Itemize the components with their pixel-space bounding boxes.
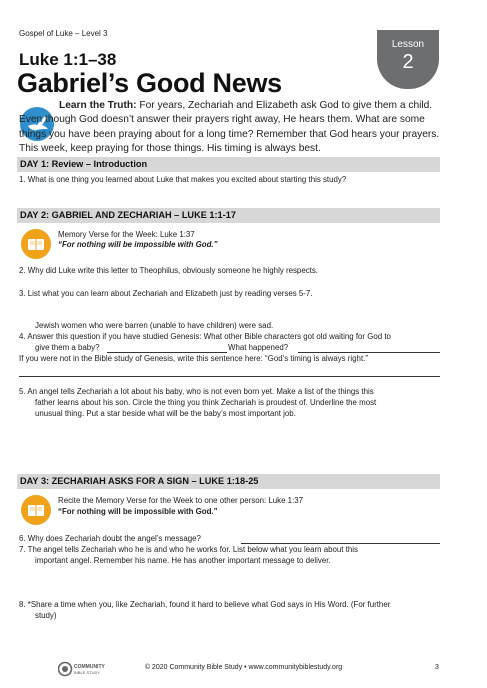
intro-label: Learn the Truth: bbox=[59, 100, 137, 111]
question-6: 6. Why does Zechariah doubt the angel’s message? bbox=[19, 534, 201, 543]
question-4-genesis-note: If you were not in the Bible study of Genesis, write this sentence here: “God’s timing is always right.” bbox=[19, 354, 368, 363]
question-8-line-2: study) bbox=[35, 611, 57, 620]
memory-verse-label: Memory Verse for the Week: Luke 1:37 bbox=[58, 230, 195, 239]
question-5-line-2: father learns about his son. Circle the thing you think Zechariah is proudest of. Underline the most bbox=[35, 398, 377, 407]
book-icon bbox=[21, 229, 51, 259]
question-4-line-3: What happened? bbox=[228, 343, 289, 352]
question-8-line-1: 8. *Share a time when you, like Zechariah, found it hard to believe what God says in His Word. (For further bbox=[19, 600, 391, 609]
memory-verse: “For nothing will be impossible with God.” bbox=[58, 240, 218, 249]
day3-heading: DAY 3: ZECHARIAH ASKS FOR A SIGN – LUKE 1:18-25 bbox=[17, 474, 440, 489]
lesson-word: Lesson bbox=[391, 39, 425, 50]
copyright: © 2020 Community Bible Study • www.communitybiblestudy.org bbox=[144, 664, 343, 671]
question-5-line-1: 5. An angel tells Zechariah a lot about his baby, who is not even born yet. Make a list of the things this bbox=[19, 387, 374, 396]
logo-text-1: COMMUNITY bbox=[74, 664, 105, 670]
page-title: Gabriel’s Good News bbox=[17, 68, 282, 98]
book-icon bbox=[21, 495, 51, 525]
lesson-badge bbox=[377, 30, 439, 89]
memory-verse: “For nothing will be impossible with God.” bbox=[58, 507, 218, 516]
answer-line-doubt[interactable] bbox=[241, 543, 440, 544]
day2-heading: DAY 2: GABRIEL AND ZECHARIAH – LUKE 1:1-17 bbox=[17, 208, 440, 223]
intro-paragraph bbox=[19, 99, 444, 156]
answer-line-baby[interactable] bbox=[107, 352, 227, 353]
intro-text: For years, Zechariah and Elizabeth ask God to give them a child. Even though God doesn’t answer their prayers right away, He hears them. What are some things you have been praying about for a long time? Remember that God hears your prayers. This week, keep praying for those things. His timing is always best. bbox=[19, 100, 440, 154]
answer-line-happened[interactable] bbox=[298, 352, 440, 353]
day1-heading: DAY 1: Review – Introduction bbox=[17, 157, 440, 172]
question-3: 3. List what you can learn about Zechariah and Elizabeth just by reading verses 5-7. bbox=[19, 289, 313, 298]
question-5-line-3: unusual thing. Put a star beside what will be the baby’s most important job. bbox=[35, 409, 296, 418]
question-4-line-1: 4. Answer this question if you have studied Genesis: What other Bible characters got old waiting for God to bbox=[19, 332, 391, 341]
series-title: Gospel of Luke – Level 3 bbox=[19, 29, 108, 38]
page-number: 3 bbox=[435, 664, 439, 671]
question-7-line-1: 7. The angel tells Zechariah who he is and who he works for. List below what you learn about this bbox=[19, 545, 358, 554]
answer-line-timing[interactable] bbox=[19, 376, 440, 377]
logo-text-2: BIBLE STUDY bbox=[74, 670, 101, 675]
question-1: 1. What is one thing you learned about Luke that makes you excited about starting this study? bbox=[19, 175, 347, 184]
barren-note: Jewish women who were barren (unable to have children) were sad. bbox=[35, 321, 274, 330]
scripture-reference: Luke 1:1–38 bbox=[19, 50, 117, 69]
question-7-line-2: important angel. Remember his name. He has another important message to deliver. bbox=[35, 556, 331, 565]
lesson-number: 2 bbox=[402, 51, 414, 73]
question-4-line-2: give them a baby? bbox=[35, 343, 100, 352]
recite-instruction: Recite the Memory Verse for the Week to one other person: Luke 1:37 bbox=[58, 496, 304, 505]
question-2: 2. Why did Luke write this letter to Theophilus, obviously someone he highly respects. bbox=[19, 266, 318, 275]
